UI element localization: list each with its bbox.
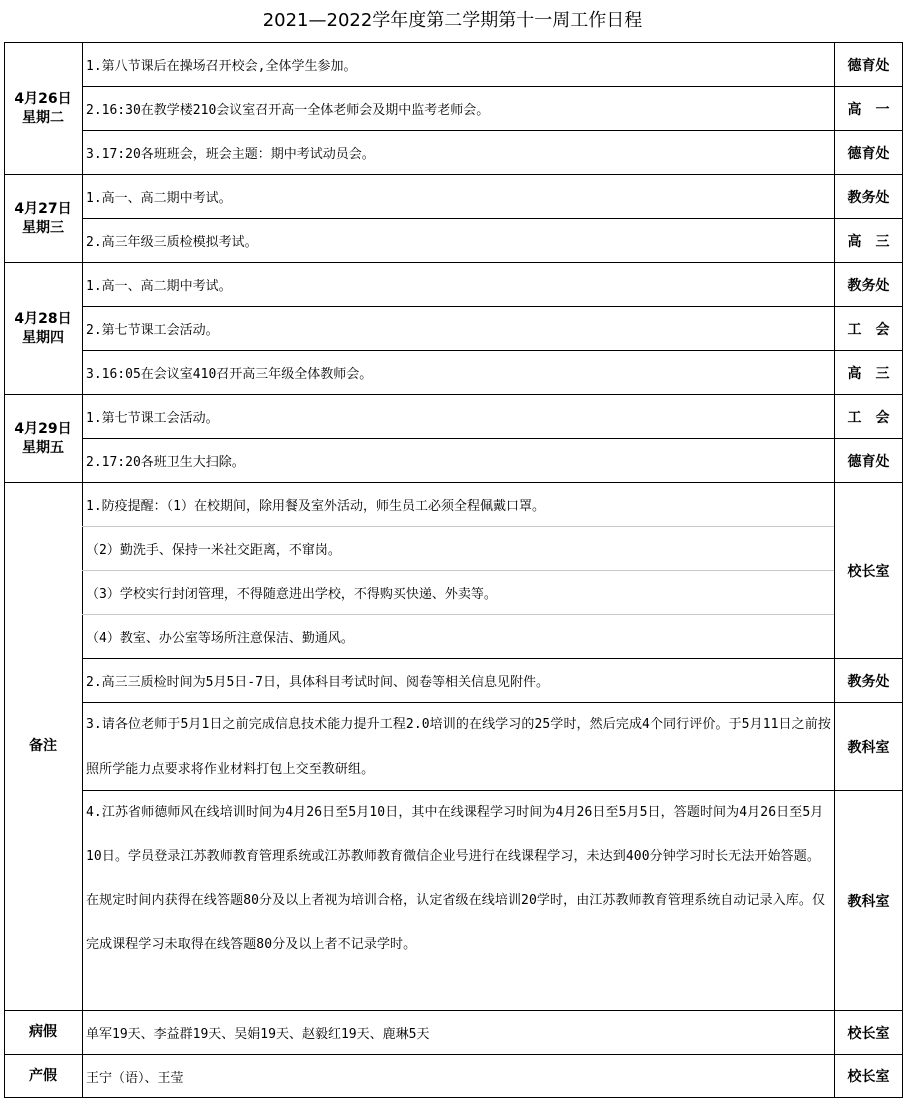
weekday-label: 星期三 (22, 219, 64, 236)
date-cell-day4 (4, 395, 82, 482)
schedule-item: 2.第七节课工会活动。 (86, 323, 219, 338)
date-cell-day2 (4, 175, 82, 262)
note-line: （3）学校实行封闭管理，不得随意进出学校，不得购买快递、外卖等。 (86, 587, 497, 602)
note-item: 3.请各位老师于5月1日之前完成信息技术能力提升工程2.0培训的在线学习的25学时，然后完成4个同行评价。于5月11日之前按照所学能力点要求将作业材料打包上交至教研组。 (86, 717, 831, 777)
dept-cell: 高 一 (847, 101, 890, 118)
dept-cell: 教务处 (847, 189, 890, 206)
dept-cell: 高 三 (847, 233, 890, 250)
weekday-label: 星期二 (22, 109, 64, 126)
date-label: 4月28日 (14, 310, 72, 327)
schedule-item: 1.第七节课工会活动。 (86, 411, 219, 426)
table-bottom-border (4, 1097, 903, 1098)
date-cell-day1 (4, 43, 82, 174)
dept-cell: 德育处 (847, 57, 890, 74)
weekday-label: 星期五 (22, 439, 64, 456)
page-title: 2021—2022学年度第二学期第十一周工作日程 (262, 10, 643, 31)
notes-label: 备注 (29, 738, 57, 754)
weekday-label: 星期四 (22, 329, 64, 346)
schedule-item: 2.16:30在教学楼210会议室召开高一全体老师会及期中监考老师会。 (86, 103, 490, 118)
sick-leave-label: 病假 (29, 1024, 57, 1040)
date-label: 4月27日 (14, 200, 72, 217)
table-right-border (902, 42, 903, 1098)
schedule-item: 1.第八节课后在操场召开校会,全体学生参加。 (86, 59, 357, 74)
date-label: 4月29日 (14, 420, 72, 437)
dept-cell: 校长室 (847, 1025, 890, 1042)
note-item: 4.江苏省师德师风在线培训时间为4月26日至5月10日，其中在线课程学习时间为4月26日至5月5日，答题时间为4月26日至5月10日。学员登录江苏教师教育管理系统或江苏教师教育微信企业号进行在线课程学习，未达到400分钟学习时长无法开始答题。在规定时间内获得在线答题80分及以上者视为培训合格，认定省级在线培训20学时，由江苏教师教育管理系统自动记录入库。仅完成课程学习未取得在线答题80分及以上者不记录学时。 (86, 805, 826, 952)
dept-cell: 高 三 (847, 365, 890, 382)
dept-cell: 教科室 (847, 893, 890, 910)
schedule-item: 2.高三年级三质检模拟考试。 (86, 235, 258, 250)
dept-cell: 校长室 (847, 563, 890, 580)
dept-cell: 教科室 (847, 739, 890, 756)
date-cell-day3 (4, 263, 82, 394)
note-item: 2.高三三质检时间为5月5日-7日，具体科目考试时间、阅卷等相关信息见附件。 (86, 675, 549, 690)
dept-cell: 教务处 (847, 277, 890, 294)
sick-leave-label-cell (4, 1011, 82, 1054)
dept-column-divider (834, 42, 835, 1098)
dept-cell: 工 会 (847, 409, 890, 426)
note-line: （4）教室、办公室等场所注意保洁、勤通风。 (86, 631, 354, 646)
dept-cell: 工 会 (847, 321, 890, 338)
sick-leave-list: 单军19天、李益群19天、吴娟19天、赵毅红19天、鹿琳5天 (86, 1027, 430, 1042)
dept-cell: 校长室 (847, 1069, 890, 1085)
note-line: 1.防疫提醒：（1）在校期间，除用餐及室外活动，师生员工必须全程佩戴口罩。 (86, 499, 545, 514)
maternity-leave-list: 王宁（语）、王莹 (86, 1070, 184, 1086)
date-label: 4月26日 (14, 90, 72, 107)
schedule-item: 1.高一、高二期中考试。 (86, 191, 232, 206)
maternity-leave-label: 产假 (29, 1067, 57, 1084)
dept-cell: 德育处 (847, 145, 890, 162)
maternity-leave-label-cell (4, 1055, 82, 1097)
dept-cell: 教务处 (847, 673, 890, 690)
schedule-item: 3.16:05在会议室410召开高三年级全体教师会。 (86, 367, 373, 382)
note-line: （2）勤洗手、保持一米社交距离，不窜岗。 (86, 543, 341, 558)
dept-cell: 德育处 (847, 453, 890, 470)
notes-label-cell (4, 483, 82, 1010)
schedule-item: 3.17:20各班班会，班会主题：期中考试动员会。 (86, 147, 375, 162)
schedule-item: 2.17:20各班卫生大扫除。 (86, 455, 245, 470)
schedule-item: 1.高一、高二期中考试。 (86, 279, 232, 294)
